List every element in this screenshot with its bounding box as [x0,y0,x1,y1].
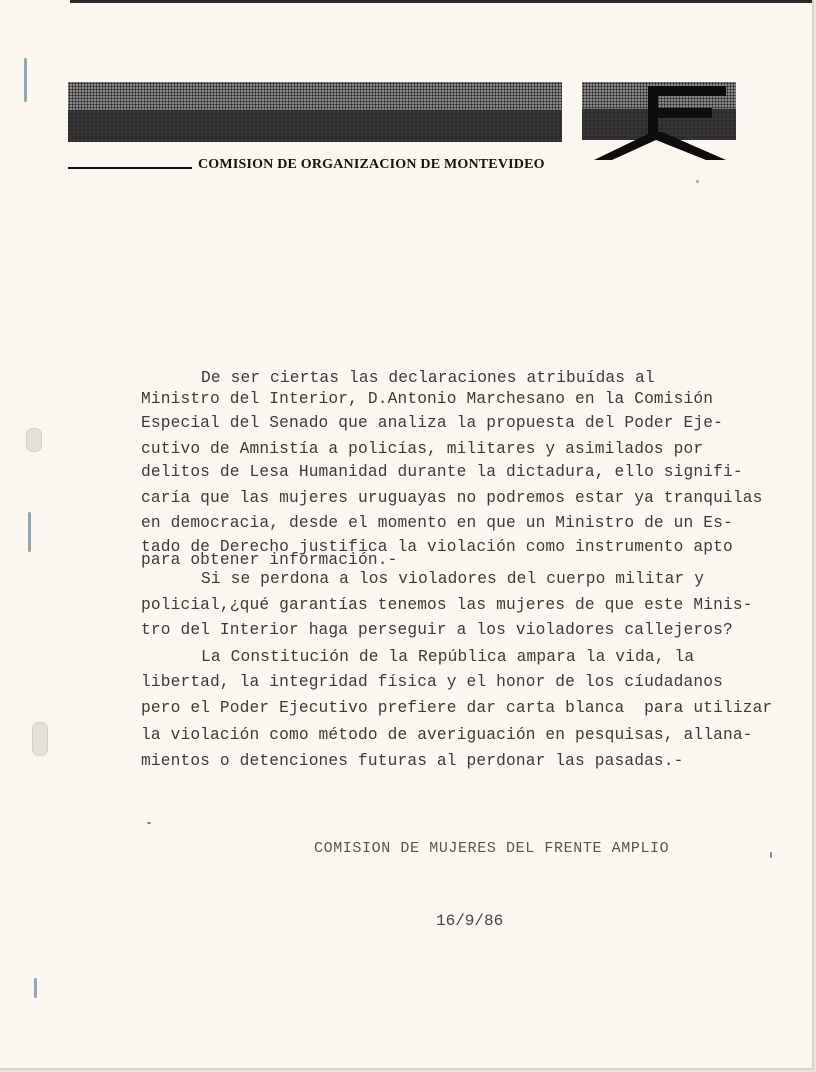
signature: COMISION DE MUJERES DEL FRENTE AMPLIO [314,840,670,857]
body-line: en democracia, desde el momento en que un Ministro de un Es- [141,514,733,532]
letterhead-band [68,82,562,142]
body-line: mientos o detenciones futuras al perdonar las pasadas.- [141,752,684,770]
body-line: delitos de Lesa Humanidad durante la dictadura, ello signifi- [141,463,743,481]
body-line: tro del Interior haga perseguir a los violadores callejeros? [141,621,733,639]
body-line: La Constitución de la República ampara la vida, la [201,648,695,666]
scan-speck [147,822,151,824]
body-line: policial,¿qué garantías tenemos las mujeres de que este Minis- [141,596,753,614]
margin-mark [28,512,31,552]
scan-speck [770,852,772,858]
body-line: De ser ciertas las declaraciones atribuídas al [201,369,655,387]
body-line: tado de Derecho justifica la violación como instrumento apto [141,538,733,556]
body-line: para obtener información.- [141,551,398,569]
body-line: cutivo de Amnistía a policías, militares y asimilados por [141,440,704,458]
document-date: 16/9/86 [436,912,504,930]
body-line: libertad, la integridad física y el honor de los cíudadanos [141,673,723,691]
body-line: Si se perdona a los violadores del cuerpo militar y [201,570,705,588]
body-line: caría que las mujeres uruguayas no podremos estar ya tranquilas [141,489,763,507]
scan-top-edge [70,0,814,3]
body-line: Especial del Senado que analiza la propuesta del Poder Eje- [141,414,723,432]
scan-speck [696,180,699,183]
frente-amplio-logo-icon [594,86,730,166]
body-line: la violación como método de averiguación en pesquisas, allana- [141,726,753,744]
body-line: pero el Poder Ejecutivo prefiere dar carta blanca para utilizar [141,699,773,717]
punch-hole [26,428,42,452]
margin-mark [24,58,27,102]
organization-name: COMISION DE ORGANIZACION DE MONTEVIDEO [198,157,545,172]
margin-mark [34,978,37,998]
letterhead-rule [68,167,192,169]
body-line: Ministro del Interior, D.Antonio Marchesano en la Comisión [141,390,714,408]
punch-hole [32,722,48,756]
